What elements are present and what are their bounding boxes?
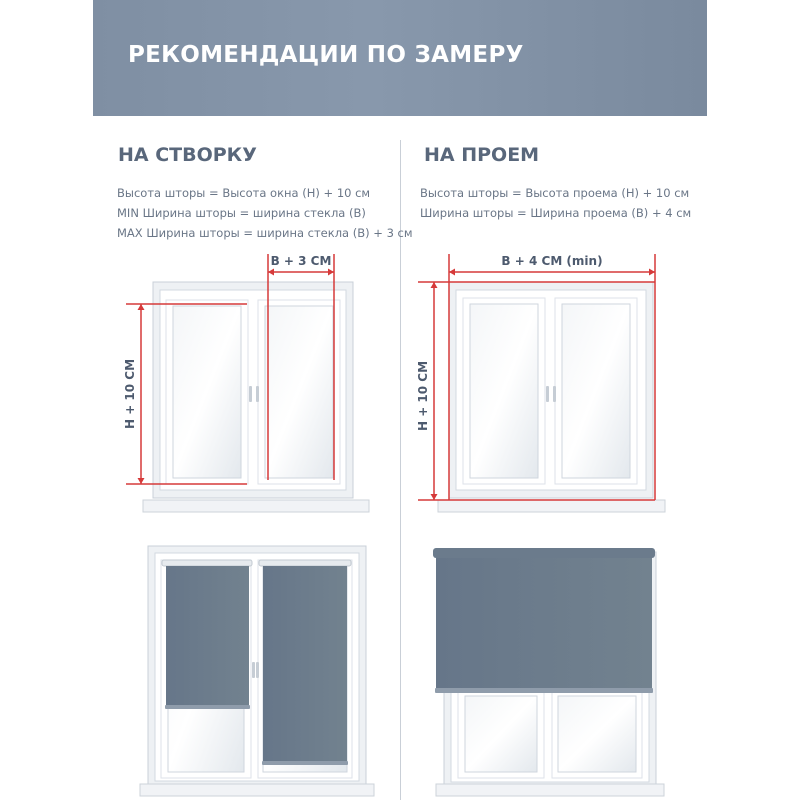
opening-column-title: НА ПРОЕМ bbox=[424, 144, 540, 166]
window-opening-measure bbox=[438, 282, 665, 512]
opening-height-label: Н + 10 СМ bbox=[416, 360, 430, 432]
window-sash-blinds bbox=[140, 546, 374, 796]
sash-formula-height: Высота шторы = Высота окна (Н) + 10 см bbox=[117, 186, 371, 200]
sash-formula-max-width: MAX Ширина шторы = ширина стекла (В) + 3 см bbox=[117, 226, 413, 240]
sash-width-label: В + 3 СМ bbox=[270, 254, 332, 268]
window-opening-blind bbox=[433, 548, 664, 796]
sash-height-label: Н + 10 СМ bbox=[123, 358, 137, 430]
sash-formula-min-width: MIN Ширина шторы = ширина стекла (В) bbox=[117, 206, 366, 220]
page-title: РЕКОМЕНДАЦИИ ПО ЗАМЕРУ bbox=[128, 42, 524, 68]
opening-formula-height: Высота шторы = Высота проема (Н) + 10 см bbox=[420, 186, 690, 200]
window-sash-measure bbox=[143, 282, 369, 512]
opening-width-label: В + 4 СМ (min) bbox=[501, 254, 603, 268]
sash-column-title: НА СТВОРКУ bbox=[118, 144, 257, 166]
opening-formula-width: Ширина шторы = Ширина проема (В) + 4 см bbox=[420, 206, 692, 220]
